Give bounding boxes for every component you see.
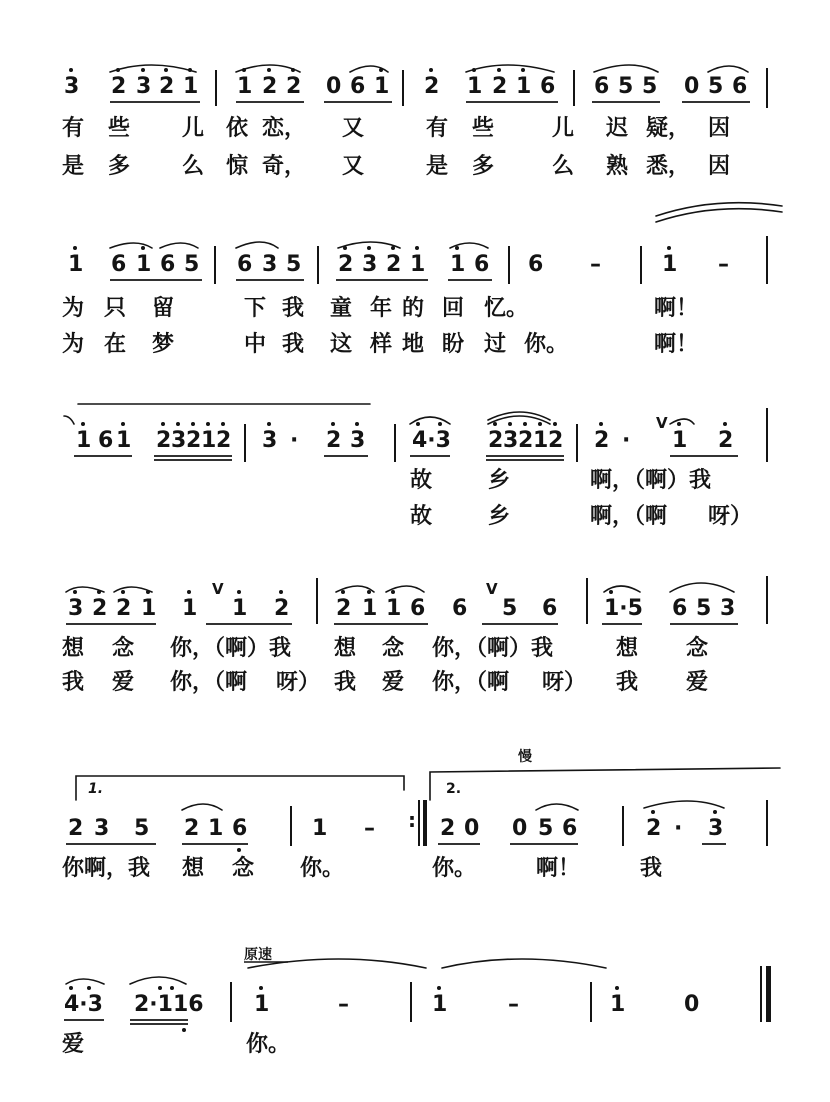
lyric: 你啊，我 bbox=[62, 856, 151, 881]
lyric: 忆。 bbox=[484, 296, 529, 321]
breath-mark: V bbox=[212, 580, 224, 598]
note: 0 bbox=[326, 74, 342, 99]
note: 2 bbox=[159, 74, 175, 99]
barline bbox=[402, 70, 404, 106]
note: 5 bbox=[184, 252, 200, 277]
note: – bbox=[718, 252, 729, 277]
barline bbox=[410, 982, 412, 1022]
repeat-dots: : bbox=[408, 808, 416, 832]
slur bbox=[350, 66, 388, 72]
note: 0 bbox=[512, 816, 528, 841]
note: 2 bbox=[326, 428, 342, 453]
note: 2 bbox=[68, 816, 84, 841]
volta-1-label: 1. bbox=[88, 781, 104, 797]
lyric: 惊 bbox=[226, 154, 249, 179]
note: 6 bbox=[160, 252, 176, 277]
lyric: 你。 bbox=[246, 1032, 291, 1057]
note: 1 bbox=[136, 252, 152, 277]
note: 2 bbox=[646, 816, 662, 841]
note: 3 bbox=[64, 74, 80, 99]
note: 1 bbox=[662, 252, 678, 277]
barline bbox=[586, 578, 588, 624]
lyric: 啊！ bbox=[654, 296, 699, 321]
lyric: 我 bbox=[62, 670, 85, 695]
lyric: 多 bbox=[108, 154, 131, 179]
final-barline-thin bbox=[760, 966, 762, 1022]
note: 6 bbox=[732, 74, 748, 99]
note: 2 bbox=[286, 74, 302, 99]
note: 1 bbox=[182, 596, 198, 621]
note: 5 bbox=[696, 596, 712, 621]
barline bbox=[394, 424, 396, 462]
lyric: 想 bbox=[182, 856, 205, 881]
note: 1 bbox=[76, 428, 92, 453]
slur bbox=[160, 243, 198, 248]
barline bbox=[508, 246, 510, 284]
note: 2 bbox=[216, 428, 232, 453]
slur bbox=[336, 586, 374, 592]
note: 2 bbox=[548, 428, 564, 453]
lyric: 又 bbox=[342, 116, 365, 141]
note: 1 bbox=[201, 428, 217, 453]
slur bbox=[386, 586, 424, 592]
lyric: 啊！ bbox=[654, 332, 699, 357]
note: 1 bbox=[672, 428, 688, 453]
note: 6 bbox=[350, 74, 366, 99]
lyric: 有 bbox=[62, 116, 85, 141]
slur bbox=[450, 243, 488, 248]
note: 4·3 bbox=[412, 428, 451, 453]
note: 4·3 bbox=[64, 992, 103, 1017]
note: 1 bbox=[237, 74, 253, 99]
lyric: 念 bbox=[112, 636, 135, 661]
tempo-slow-marking: 慢 bbox=[518, 749, 532, 765]
note: 1 bbox=[450, 252, 466, 277]
note: 1·5 bbox=[604, 596, 643, 621]
note: 2 bbox=[386, 252, 402, 277]
slur bbox=[536, 804, 578, 810]
note: 1 bbox=[362, 596, 378, 621]
lyric: 乡 bbox=[488, 468, 511, 493]
note: 3 bbox=[350, 428, 366, 453]
breath-mark: V bbox=[656, 414, 668, 432]
lyric: 爱 bbox=[686, 670, 709, 695]
lyric: 些 bbox=[108, 116, 131, 141]
lyric: 奇， bbox=[262, 154, 307, 179]
slur bbox=[66, 587, 104, 592]
barline bbox=[576, 424, 578, 462]
barline bbox=[230, 982, 232, 1022]
lyric: 爱 bbox=[382, 670, 405, 695]
note: 2 bbox=[274, 596, 290, 621]
barline bbox=[766, 800, 768, 846]
note: 1 bbox=[116, 428, 132, 453]
barline bbox=[215, 70, 217, 106]
lyric: 依 bbox=[226, 116, 249, 141]
note: 3 bbox=[94, 816, 110, 841]
note: 1 bbox=[208, 816, 224, 841]
note: 6 bbox=[528, 252, 544, 277]
barline bbox=[244, 424, 246, 462]
note: 5 bbox=[538, 816, 554, 841]
lyric: 地 bbox=[402, 332, 425, 357]
note: 5 bbox=[286, 252, 302, 277]
note: 2 bbox=[518, 428, 534, 453]
note: 1 bbox=[467, 74, 483, 99]
lyric: 我 bbox=[282, 296, 305, 321]
lyric: 因 bbox=[708, 154, 731, 179]
note: · bbox=[622, 428, 631, 453]
note: 6 bbox=[111, 252, 127, 277]
note: 2 bbox=[111, 74, 127, 99]
lyric: 为 bbox=[62, 296, 85, 321]
lyric: 只 bbox=[104, 296, 127, 321]
note: · bbox=[674, 816, 683, 841]
lyric: 你，（啊 bbox=[170, 670, 248, 695]
note: 6 bbox=[562, 816, 578, 841]
lyric: 有 bbox=[426, 116, 449, 141]
lyric: 是 bbox=[426, 154, 449, 179]
note: 3 bbox=[136, 74, 152, 99]
lyric: 在 bbox=[104, 332, 127, 357]
lyric: 儿 bbox=[182, 116, 205, 141]
note: 3 bbox=[720, 596, 736, 621]
lyric: 爱 bbox=[112, 670, 135, 695]
note: 2 bbox=[156, 428, 172, 453]
lyric: 我 bbox=[334, 670, 357, 695]
note: 2 bbox=[492, 74, 508, 99]
slur bbox=[488, 412, 550, 420]
slur bbox=[114, 587, 152, 592]
note: – bbox=[364, 816, 375, 841]
note: 2 bbox=[718, 428, 734, 453]
tie bbox=[656, 209, 782, 222]
lyric: 多 bbox=[472, 154, 495, 179]
slur bbox=[644, 801, 724, 808]
note: 5 bbox=[708, 74, 724, 99]
lyric: 故 bbox=[410, 504, 433, 529]
lyric: 梦 bbox=[152, 332, 175, 357]
lyric: 呀） bbox=[708, 504, 753, 529]
note: 2 bbox=[262, 74, 278, 99]
lyric: 过 bbox=[484, 332, 507, 357]
slur bbox=[338, 242, 400, 248]
lyric: 么 bbox=[182, 154, 205, 179]
lyric: 样 bbox=[370, 332, 393, 357]
lyric: 念 bbox=[232, 856, 255, 881]
note: 1 bbox=[312, 816, 328, 841]
tie bbox=[442, 959, 606, 968]
note: 3 bbox=[262, 428, 278, 453]
note: 5 bbox=[642, 74, 658, 99]
note: – bbox=[338, 992, 349, 1017]
note: 5 bbox=[618, 74, 634, 99]
note: 1 bbox=[432, 992, 448, 1017]
note: 1 bbox=[374, 74, 390, 99]
volta-2-label: 2. bbox=[446, 781, 462, 797]
lyric: 故 bbox=[410, 468, 433, 493]
note: 6 bbox=[232, 816, 248, 841]
slur bbox=[670, 583, 734, 592]
duration-underlines bbox=[64, 102, 753, 1024]
note: 3 bbox=[362, 252, 378, 277]
volta-1-bracket bbox=[76, 776, 404, 800]
lyric: 疑， bbox=[646, 116, 691, 141]
note: 3 bbox=[171, 428, 187, 453]
note: 2 bbox=[594, 428, 610, 453]
lyric: 啊，（啊）我 bbox=[590, 468, 712, 493]
barline bbox=[214, 246, 216, 284]
note: 2 bbox=[336, 596, 352, 621]
slur bbox=[130, 977, 186, 984]
tempo-original-marking: 原速 bbox=[244, 947, 272, 963]
slur bbox=[110, 243, 152, 248]
slur bbox=[410, 417, 450, 424]
lyric: 你。 bbox=[524, 332, 569, 357]
note: 5 bbox=[502, 596, 518, 621]
lyric: 念 bbox=[686, 636, 709, 661]
lyric: 恋， bbox=[262, 116, 307, 141]
slur bbox=[708, 66, 748, 72]
slur bbox=[488, 416, 550, 424]
note: – bbox=[590, 252, 601, 277]
note: · bbox=[290, 428, 299, 453]
lyric: 你，（啊）我 bbox=[432, 636, 554, 661]
lyric: 的 bbox=[402, 296, 425, 321]
slur bbox=[594, 65, 658, 72]
lyric: 想 bbox=[616, 636, 639, 661]
note: 3 bbox=[503, 428, 519, 453]
lyric: 你，（啊）我 bbox=[170, 636, 292, 661]
lyric: 我 bbox=[616, 670, 639, 695]
lyric: 你，（啊 bbox=[432, 670, 510, 695]
barline bbox=[290, 806, 292, 846]
lyric: 些 bbox=[472, 116, 495, 141]
lyric: 你。 bbox=[432, 856, 477, 881]
note: 1 bbox=[183, 74, 199, 99]
lyric: 这 bbox=[330, 332, 353, 357]
note: 2 bbox=[184, 816, 200, 841]
lyric: 啊，（啊 bbox=[590, 504, 668, 529]
note: 6 bbox=[410, 596, 426, 621]
slur bbox=[236, 65, 300, 72]
lyric: 想 bbox=[334, 636, 357, 661]
note: 1 bbox=[533, 428, 549, 453]
lyric: 回 bbox=[442, 296, 465, 321]
slur bbox=[604, 586, 640, 592]
lyric: 乡 bbox=[488, 504, 511, 529]
lyric: 留 bbox=[152, 296, 175, 321]
lyric: 啊！ bbox=[536, 856, 581, 881]
note: 2 bbox=[92, 596, 108, 621]
note: – bbox=[508, 992, 519, 1017]
lyric: 为 bbox=[62, 332, 85, 357]
note: 6 bbox=[672, 596, 688, 621]
tie bbox=[656, 203, 782, 216]
lyric: 盼 bbox=[442, 332, 465, 357]
lyric: 迟 bbox=[606, 116, 629, 141]
note: 6 bbox=[98, 428, 114, 453]
repeat-barline-thin bbox=[418, 800, 420, 846]
lyric: 儿 bbox=[552, 116, 575, 141]
note: 2 bbox=[186, 428, 202, 453]
slur bbox=[110, 65, 196, 72]
slur bbox=[182, 804, 222, 810]
barline bbox=[766, 576, 768, 624]
breath-mark: V bbox=[486, 580, 498, 598]
note: 6 bbox=[594, 74, 610, 99]
lyric: 因 bbox=[708, 116, 731, 141]
slur bbox=[670, 419, 694, 424]
barline bbox=[622, 806, 624, 846]
slur bbox=[466, 65, 554, 72]
final-barline-thick bbox=[766, 966, 771, 1022]
tie-end bbox=[64, 416, 74, 424]
note: 2 bbox=[338, 252, 354, 277]
note: 1 bbox=[610, 992, 626, 1017]
note: 6 bbox=[542, 596, 558, 621]
note: 3 bbox=[68, 596, 84, 621]
note: 1 bbox=[68, 252, 84, 277]
note: 2 bbox=[488, 428, 504, 453]
note: 3 bbox=[708, 816, 724, 841]
octave-dots bbox=[69, 68, 727, 1032]
lyric: 熟 bbox=[606, 154, 629, 179]
lyric: 下 bbox=[244, 296, 267, 321]
note: 2 bbox=[440, 816, 456, 841]
note: 2 bbox=[116, 596, 132, 621]
note: 1 bbox=[516, 74, 532, 99]
note: 6 bbox=[237, 252, 253, 277]
lyric: 中 bbox=[244, 332, 267, 357]
note: 1 bbox=[410, 252, 426, 277]
note: 3 bbox=[262, 252, 278, 277]
barline bbox=[766, 68, 768, 108]
repeat-barline-thick bbox=[423, 800, 427, 846]
barline bbox=[766, 236, 768, 284]
note: 1 bbox=[232, 596, 248, 621]
lyric: 爱 bbox=[62, 1032, 85, 1057]
slur bbox=[236, 242, 278, 248]
note: 1 bbox=[254, 992, 270, 1017]
note: 6 bbox=[474, 252, 490, 277]
tie bbox=[248, 959, 426, 968]
lyric: 悉， bbox=[646, 154, 691, 179]
note: 0 bbox=[684, 74, 700, 99]
barline bbox=[316, 578, 318, 624]
lyric: 又 bbox=[342, 154, 365, 179]
barline bbox=[317, 246, 319, 284]
lyric: 年 bbox=[370, 296, 393, 321]
lyric: 么 bbox=[552, 154, 575, 179]
note: 2·116 bbox=[134, 992, 204, 1017]
lyric: 我 bbox=[640, 856, 663, 881]
note: 0 bbox=[684, 992, 700, 1017]
note: 1 bbox=[386, 596, 402, 621]
lyric: 是 bbox=[62, 154, 85, 179]
note: 0 bbox=[464, 816, 480, 841]
lyric: 你。 bbox=[300, 856, 345, 881]
lyric: 呀） bbox=[276, 670, 321, 695]
note: 1 bbox=[141, 596, 157, 621]
volta-2-bracket bbox=[430, 768, 780, 800]
slur bbox=[66, 979, 104, 984]
barline bbox=[573, 70, 575, 106]
note: 6 bbox=[452, 596, 468, 621]
barline bbox=[590, 982, 592, 1022]
barline bbox=[640, 246, 642, 284]
note: 2 bbox=[424, 74, 440, 99]
barline bbox=[766, 408, 768, 462]
lyric: 童 bbox=[330, 296, 353, 321]
lyric: 念 bbox=[382, 636, 405, 661]
lyric: 我 bbox=[282, 332, 305, 357]
lyric: 呀） bbox=[542, 670, 587, 695]
note: 5 bbox=[134, 816, 150, 841]
note: 6 bbox=[540, 74, 556, 99]
lyric: 想 bbox=[62, 636, 85, 661]
